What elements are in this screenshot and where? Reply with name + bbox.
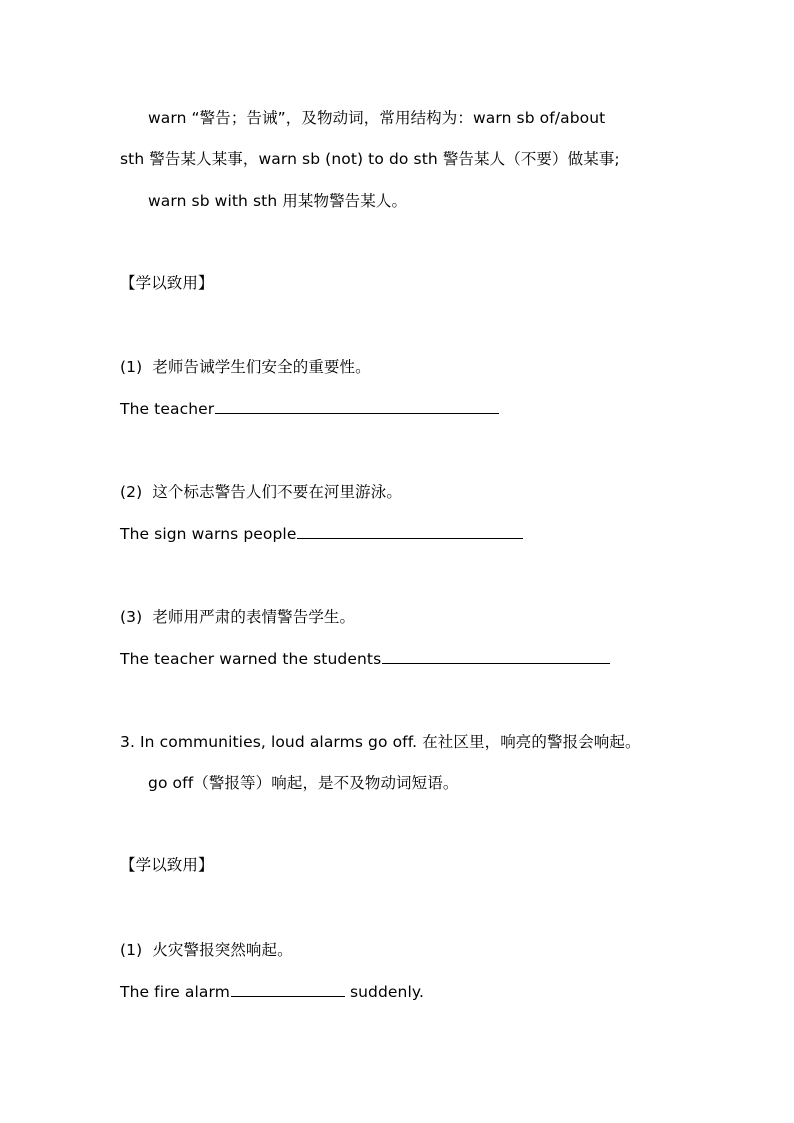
- exercise-answer-line: [120, 647, 610, 670]
- answer-blank[interactable]: [297, 522, 523, 539]
- exercise-question: [120, 481, 402, 503]
- exercise-chinese: 火灾警报突然响起。: [152, 941, 293, 959]
- exercise-answer-line: [120, 980, 424, 1003]
- practice-heading: 【学以致用】: [120, 274, 214, 292]
- exercise-chinese: 这个标志警告人们不要在河里游泳。: [152, 483, 402, 501]
- exercise-answer-line: [120, 397, 499, 420]
- exercise-prompt: The teacher: [120, 400, 215, 418]
- answer-blank[interactable]: [382, 647, 610, 664]
- warn-explanation-line-2: sth 警告某人某事，warn sb (not) to do sth 警告某人（不要）做某事;: [120, 150, 620, 168]
- exercise-answer-line: [120, 522, 523, 545]
- exercise-chinese: 老师告诫学生们安全的重要性。: [152, 358, 371, 376]
- exercise-number: (1): [120, 358, 143, 376]
- practice-heading: 【学以致用】: [120, 856, 214, 874]
- exercise-question: [120, 939, 293, 961]
- go-off-explanation: go off（警报等）响起，是不及物动词短语。: [148, 774, 459, 792]
- exercise-number: (1): [120, 941, 143, 959]
- exercise-prompt: The fire alarm: [120, 983, 230, 1001]
- exercise-prompt: The teacher warned the students: [120, 650, 382, 668]
- exercise-chinese: 老师用严肃的表情警告学生。: [152, 608, 356, 626]
- exercise-question: [120, 606, 355, 628]
- answer-blank[interactable]: [231, 980, 345, 997]
- warn-explanation-line-3: warn sb with sth 用某物警告某人。: [148, 192, 408, 210]
- exercise-number: (2): [120, 483, 143, 501]
- exercise-prompt: The sign warns people: [120, 525, 297, 543]
- exercise-suffix: suddenly.: [344, 983, 424, 1001]
- warn-explanation-line-1: warn “警告；告诫”，及物动词，常用结构为：warn sb of/about: [148, 109, 606, 127]
- go-off-sentence: 3. In communities, loud alarms go off. 在社区里，响亮的警报会响起。: [120, 733, 641, 751]
- answer-blank[interactable]: [215, 397, 499, 414]
- exercise-question: [120, 356, 371, 378]
- exercise-number: (3): [120, 608, 143, 626]
